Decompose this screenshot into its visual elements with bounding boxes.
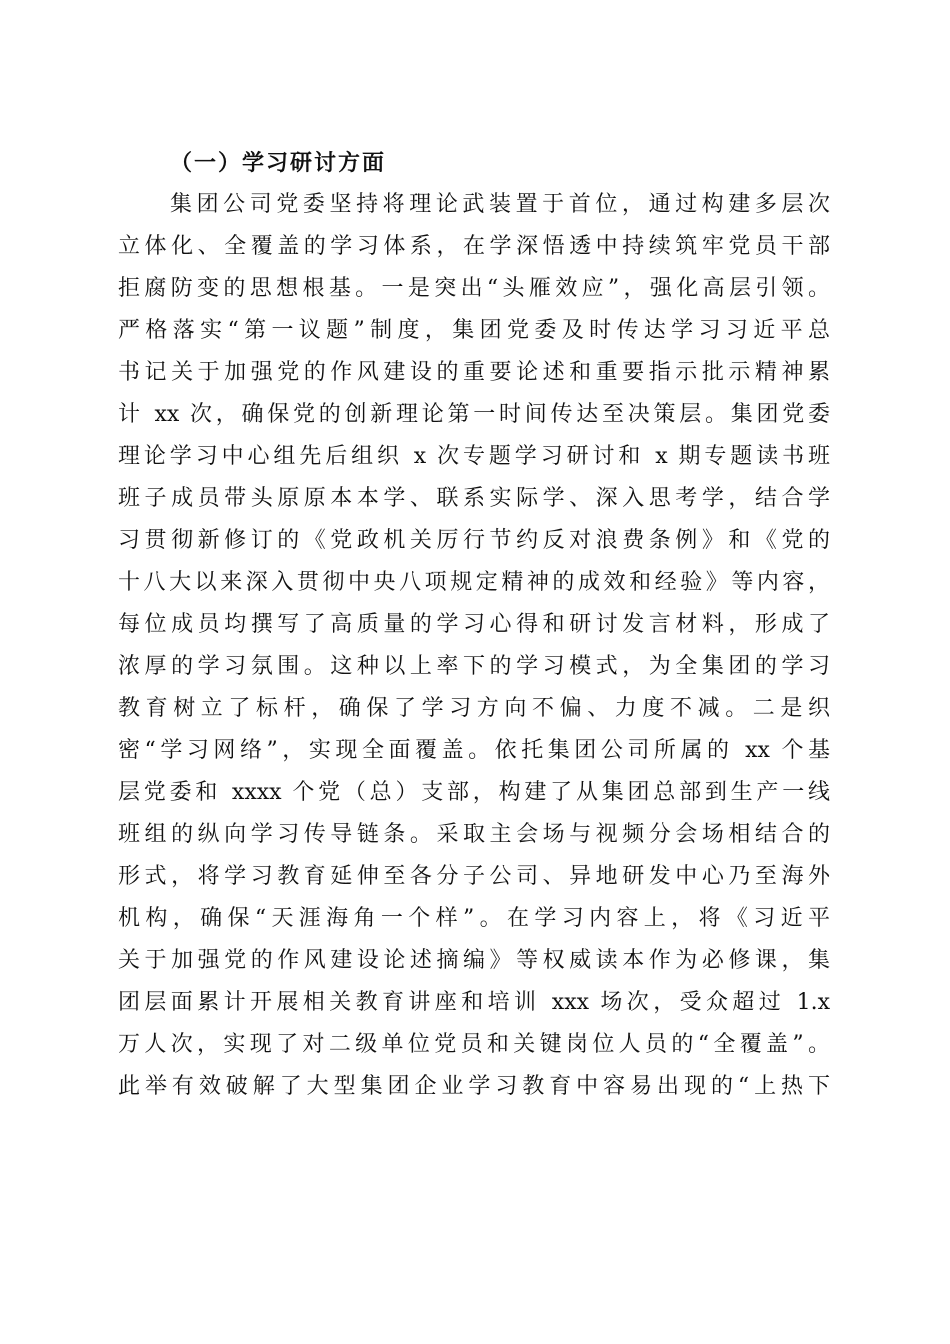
paragraph-line: 浓厚的学习氛围。这种以上率下的学习模式，为全集团的学习 [118, 654, 830, 679]
paragraph-line: 每位成员均撰写了高质量的学习心得和研讨发言材料，形成了 [118, 612, 830, 637]
paragraph-line: 万人次，实现了对二级单位党员和关键岗位人员的“全覆盖”。 [118, 1032, 830, 1057]
paragraph-line: 班子成员带头原原本本学、联系实际学、深入思考学，结合学 [118, 486, 830, 511]
paragraph-line: 此举有效破解了大型集团企业学习教育中容易出现的“上热下 [118, 1074, 830, 1099]
paragraph-line: 团层面累计开展相关教育讲座和培训 xxx 场次，受众超过 1.x [118, 990, 830, 1015]
paragraph-line: 习贯彻新修订的《党政机关厉行节约反对浪费条例》和《党的 [118, 528, 830, 553]
paragraph-line: 班组的纵向学习传导链条。采取主会场与视频分会场相结合的 [118, 822, 830, 847]
body-paragraph [118, 184, 830, 1108]
paragraph-line: 关于加强党的作风建设论述摘编》等权威读本作为必修课，集 [118, 948, 830, 973]
paragraph-line: 机构，确保“天涯海角一个样”。在学习内容上，将《习近平 [118, 906, 830, 931]
paragraph-line: 密“学习网络”，实现全面覆盖。依托集团公司所属的 xx 个基 [118, 738, 830, 763]
paragraph-line: 教育树立了标杆，确保了学习方向不偏、力度不减。二是织 [118, 696, 830, 721]
paragraph-line: 理论学习中心组先后组织 x 次专题学习研讨和 x 期专题读书班 [118, 444, 830, 469]
paragraph-line: 书记关于加强党的作风建设的重要论述和重要指示批示精神累 [118, 360, 830, 385]
paragraph-line: 层党委和 xxxx 个党（总）支部，构建了从集团总部到生产一线 [118, 780, 830, 805]
paragraph-line: 拒腐防变的思想根基。一是突出“头雁效应”，强化高层引领。 [118, 276, 830, 301]
paragraph-line: 十八大以来深入贯彻中央八项规定精神的成效和经验》等内容， [118, 570, 830, 595]
paragraph-line: 严格落实“第一议题”制度，集团党委及时传达学习习近平总 [118, 318, 830, 343]
paragraph-line: 形式，将学习教育延伸至各分子公司、异地研发中心乃至海外 [118, 864, 830, 889]
paragraph-line: 计 xx 次，确保党的创新理论第一时间传达至决策层。集团党委 [118, 402, 830, 427]
paragraph-line: 集团公司党委坚持将理论武装置于首位，通过构建多层次 [170, 192, 830, 217]
paragraph-line: 立体化、全覆盖的学习体系，在学深悟透中持续筑牢党员干部 [118, 234, 830, 259]
section-heading: （一）学习研讨方面 [170, 150, 387, 176]
